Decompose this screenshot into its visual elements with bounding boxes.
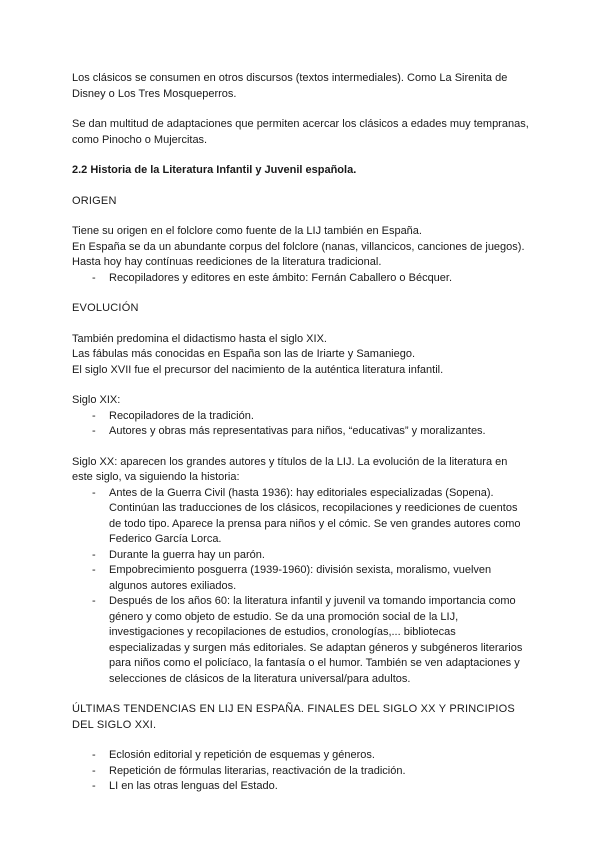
evolucion-line-2: Las fábulas más conocidas en España son las de Iriarte y Samaniego. [72,348,416,360]
list-item: - Después de los años 60: la literatura infantil y juvenil va tomando importancia como género y como objeto de estudio. Se da una promoción social de la LIJ, investigaciones y recopilaciones de estudios, cronologías,... bibliotecas especializadas y surgen más editoriales. Se adaptan géneros y subgéneros literarios para niños como el policíaco, la fantasía o el humor. También se ven adaptaciones y selecciones de clásicos de la literatura universal/para adultos. [72,594,530,687]
list-item: - Durante la guerra hay un parón. [72,548,530,564]
evolucion-line-3: El siglo XVII fue el precursor del nacimiento de la auténtica literatura infantil. [72,363,444,376]
list-item: - Autores y obras más representativas para niños, “educativas” y moralizantes. [72,424,530,440]
origen-title: ORIGEN [72,194,117,207]
origen-line-2: En España se da un abundante corpus del folclore (nanas, villancicos, canciones de juegos). [72,240,525,253]
section-heading: 2.2 Historia de la Literatura Infantil y Juvenil española. [72,164,357,176]
list-item: - Eclosión editorial y repetición de esquemas y géneros. [72,748,530,764]
intro-paragraph-1: Los clásicos se consumen en otros discursos (textos intermediales). Como La Sirenita de Disney o Los Tres Mosqueperros. [72,72,508,100]
list-item: - Repetición de fórmulas literarias, reactivación de la tradición. [72,764,530,780]
ultimas-title: ÚLTIMAS TENDENCIAS EN LIJ EN ESPAÑA. FINALES DEL SIGLO XX Y PRINCIPIOS DEL SIGLO XXI. [72,703,515,731]
siglo20-intro: Siglo XX: aparecen los grandes autores y títulos de la LIJ. La evolución de la literatura en este siglo, va siguiendo la historia: [72,455,508,483]
list-item: - Recopiladores de la tradición. [72,409,530,425]
origen-line-1: Tiene su origen en el folclore como fuente de la LIJ también en España. [72,225,422,237]
list-item: - Empobrecimiento posguerra (1939-1960): división sexista, moralismo, vuelven algunos autores exiliados. [72,563,530,594]
siglo20-list [72,486,530,688]
list-item: - Antes de la Guerra Civil (hasta 1936): hay editoriales especializadas (Sopena). Continúan las traducciones de los clásicos, recopilaciones y reediciones de cuentos de todo tipo. Aparece la prensa para niños y el cómic. Se ven grandes autores como Federico García Lorca. [72,486,530,548]
list-item: - LI en las otras lenguas del Estado. [72,779,530,795]
list-item: - Recopiladores y editores en este ámbito: Fernán Caballero o Bécquer. [72,271,530,287]
siglo19-list [72,409,530,440]
ultimas-list [72,748,530,795]
evolucion-title: EVOLUCIÓN [72,302,139,314]
origen-list [72,271,530,287]
origen-line-3: Hasta hoy hay contínuas reediciones de la literatura tradicional. [72,256,382,268]
siglo19-title: Siglo XIX: [72,394,121,406]
intro-paragraph-2: Se dan multitud de adaptaciones que permiten acercar los clásicos a edades muy tempranas, como Pinocho o Mujercitas. [72,118,529,146]
evolucion-line-1: También predomina el didactismo hasta el siglo XIX. [72,332,327,345]
